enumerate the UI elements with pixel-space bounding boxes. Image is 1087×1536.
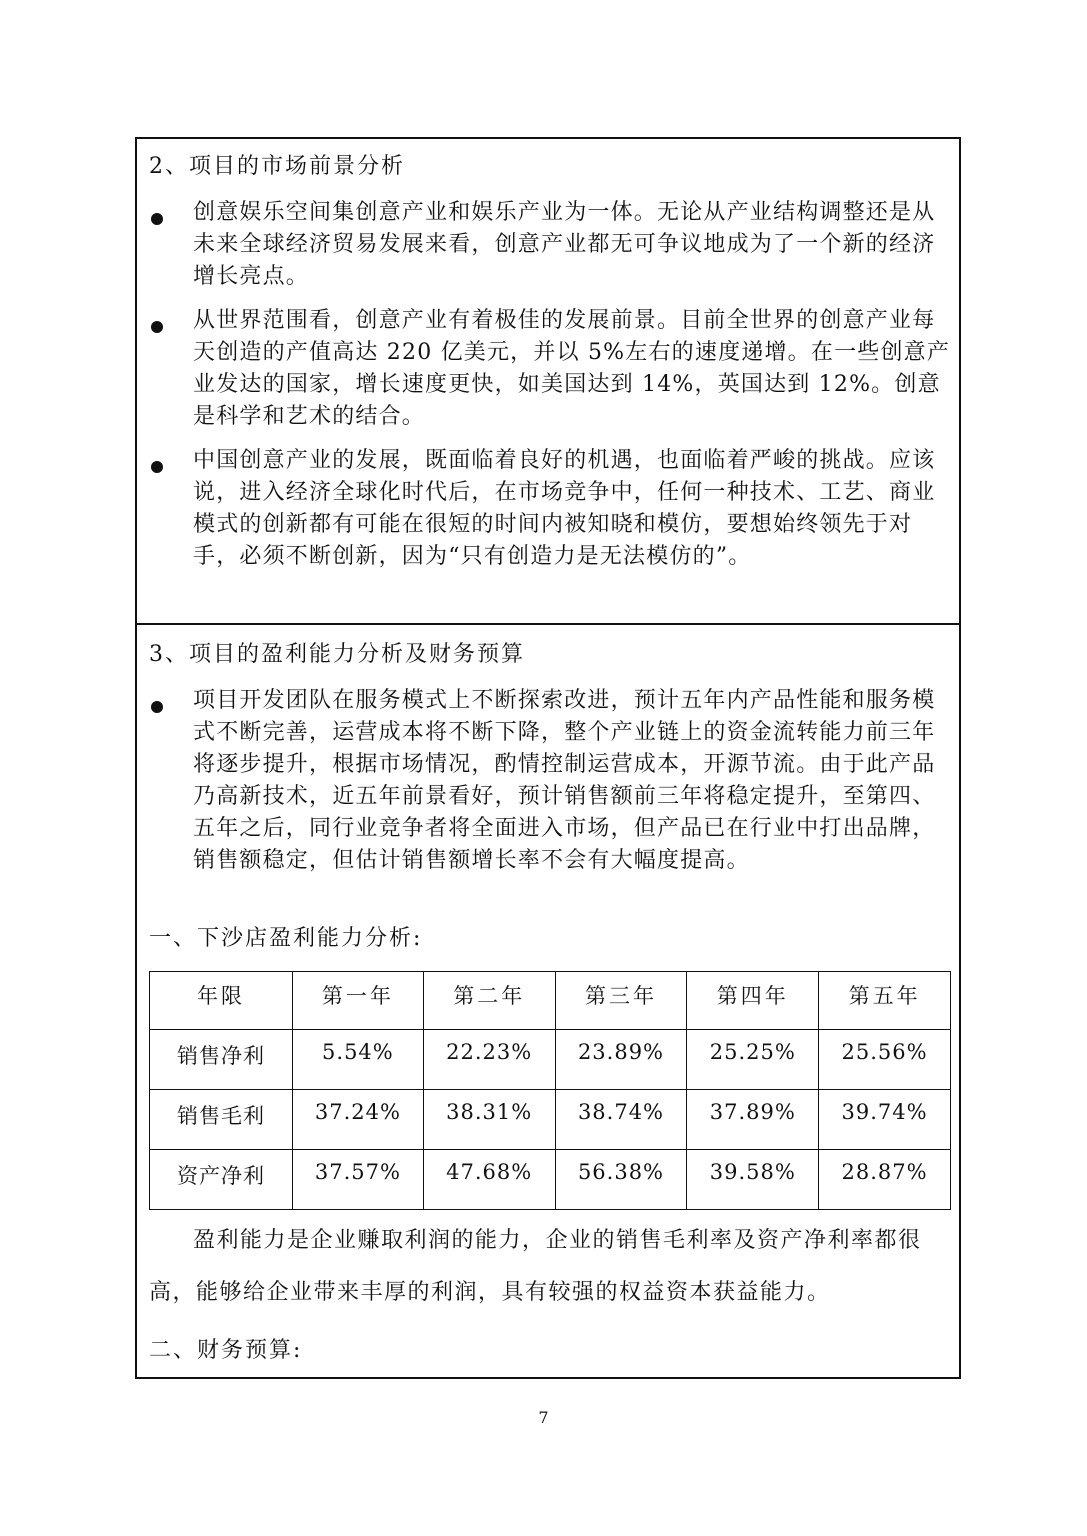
table-cell: 37.89%: [687, 1090, 819, 1150]
table-header-row: [150, 972, 951, 1030]
table-header-cell: 第一年: [292, 972, 423, 1030]
market-paragraph-1: 创意娱乐空间集创意产业和娱乐产业为一体。无论从产业结构调整还是从未来全球经济贸易发展来看，创意产业都无可争议地成为了一个新的经济增长亮点。: [193, 200, 936, 289]
table-header-cell: 第四年: [687, 972, 819, 1030]
table-cell: 25.25%: [687, 1030, 819, 1090]
table-row: [150, 1150, 951, 1210]
profit-analysis-subtitle: 一、下沙店盈利能力分析:: [149, 926, 423, 951]
market-paragraph-3: 中国创意产业的发展，既面临着良好的机遇，也面临着严峻的挑战。应该说，进入经济全球化时代后，在市场竞争中，任何一种技术、工艺、商业模式的创新都有可能在很短的时间内被知晓和模仿，要想始终领先于对手，必须不断创新，因为“只有创造力是无法模仿的”。: [193, 448, 936, 569]
market-paragraph-2: 从世界范围看，创意产业有着极佳的发展前景。目前全世界的创意产业每天创造的产值高达 220 亿美元，并以 5%左右的速度递增。在一些创意产业发达的国家，增长速度更快，如美国达到 14%，英国达到 12%。创意是科学和艺术的结合。: [193, 308, 951, 429]
table-header-cell: 第三年: [555, 972, 687, 1030]
table-cell: 39.74%: [819, 1090, 951, 1150]
table-cell: 资产净利: [150, 1150, 293, 1210]
table-cell: 56.38%: [555, 1150, 687, 1210]
table-cell: 38.31%: [423, 1090, 555, 1150]
table-cell: 25.56%: [819, 1030, 951, 1090]
table-cell: 22.23%: [423, 1030, 555, 1090]
budget-subtitle: 二、财务预算:: [149, 1338, 303, 1363]
table-header-cell: 第五年: [819, 972, 951, 1030]
page-number: 7: [538, 1408, 549, 1427]
table-cell: 38.74%: [555, 1090, 687, 1150]
section-2-heading: 2、项目的市场前景分析: [149, 154, 405, 179]
table-header-cell: 第二年: [423, 972, 555, 1030]
table-cell: 37.24%: [292, 1090, 423, 1150]
section-divider: [137, 623, 959, 625]
bullet-dot: [151, 701, 163, 713]
table-cell: 47.68%: [423, 1150, 555, 1210]
profit-paragraph: 项目开发团队在服务模式上不断探索改进，预计五年内产品性能和服务模式不断完善，运营成本将不断下降，整个产业链上的资金流转能力前三年将逐步提升，根据市场情况，酌情控制运营成本，开源节流。由于此产品乃高新技术，近五年前景看好，预计销售额前三年将稳定提升，至第四、五年之后，同行业竞争者将全面进入市场，但产品已在行业中打出品牌，销售额稳定，但估计销售额增长率不会有大幅度提高。: [193, 688, 936, 873]
profit-summary: 盈利能力是企业赚取利润的能力，企业的销售毛利率及资产净利率都很高，能够给企业带来丰厚的利润，具有较强的权益资本获益能力。: [149, 1228, 922, 1305]
table-cell: 23.89%: [555, 1030, 687, 1090]
table-row: [150, 1030, 951, 1090]
bullet-dot: [151, 213, 163, 225]
table-cell: 37.57%: [292, 1150, 423, 1210]
bullet-dot: [151, 321, 163, 333]
section-3-heading: 3、项目的盈利能力分析及财务预算: [149, 642, 525, 667]
content-frame: [135, 137, 961, 1379]
table-cell: 销售毛利: [150, 1090, 293, 1150]
table-cell: 销售净利: [150, 1030, 293, 1090]
profit-table: [149, 971, 951, 1210]
bullet-dot: [151, 461, 163, 473]
table-cell: 5.54%: [292, 1030, 423, 1090]
table-cell: 28.87%: [819, 1150, 951, 1210]
table-cell: 39.58%: [687, 1150, 819, 1210]
table-row: [150, 1090, 951, 1150]
table-header-cell: 年限: [150, 972, 293, 1030]
